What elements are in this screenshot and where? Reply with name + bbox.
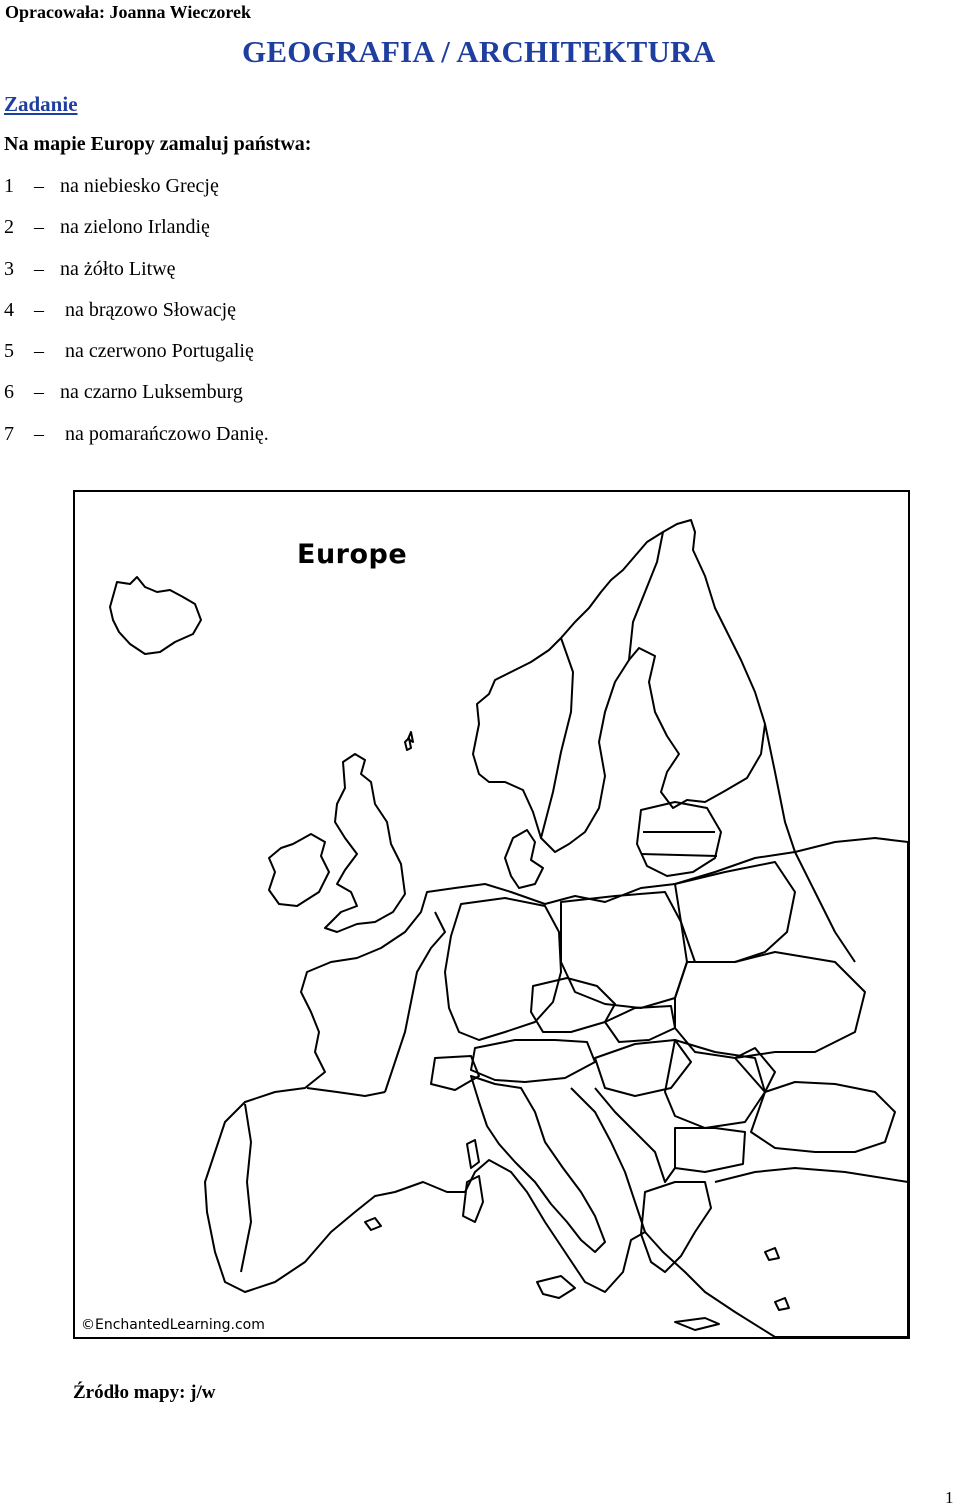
- item-text: na pomarańczowo Danię.: [60, 422, 269, 445]
- island-outline: [365, 1218, 381, 1230]
- item-text: na niebiesko Grecję: [60, 175, 219, 197]
- list-item: [4, 337, 269, 378]
- item-number: 5: [4, 340, 14, 363]
- portugal-spain-border: [241, 1104, 251, 1272]
- task-heading: Zadanie: [4, 92, 78, 116]
- crete-outline: [675, 1318, 719, 1330]
- item-text: na żółto Litwę: [60, 257, 176, 280]
- island-outline: [765, 1248, 779, 1260]
- item-text: na czarno Luksemburg: [60, 381, 243, 404]
- item-dash: –: [34, 381, 44, 404]
- item-number: 1: [4, 175, 14, 197]
- sardinia-outline: [463, 1176, 483, 1222]
- baltic-border: [641, 854, 717, 856]
- item-text: na zielono Irlandię: [60, 216, 210, 239]
- norway-sweden-border: [541, 638, 573, 838]
- russia-border: [765, 724, 855, 962]
- black-sea-outline: [751, 1082, 895, 1152]
- greece-outline: [641, 1182, 711, 1272]
- page-number: 1: [945, 1488, 954, 1507]
- corsica-outline: [467, 1140, 479, 1168]
- item-number: 6: [4, 381, 14, 404]
- item-text: na brązowo Słowację: [60, 298, 237, 321]
- denmark-outline: [505, 830, 543, 888]
- item-number: 4: [4, 298, 14, 321]
- belarus-ukraine-outline: [675, 862, 795, 962]
- bulgaria-outline: [675, 1128, 745, 1172]
- turkey-outline: [715, 1168, 908, 1182]
- task-instruction: Na mapie Europy zamaluj państwa:: [4, 133, 312, 155]
- map-source-note: Źródło mapy: j/w: [73, 1382, 216, 1403]
- item-number: 2: [4, 216, 14, 239]
- ireland-outline: [269, 834, 329, 906]
- item-number: 7: [4, 422, 14, 445]
- germany-outline: [445, 898, 561, 1040]
- spain-france-border: [307, 1088, 385, 1096]
- island-outline: [775, 1298, 789, 1310]
- iceland-outline: [110, 577, 201, 654]
- item-number: 3: [4, 257, 14, 280]
- austria-outline: [471, 1040, 595, 1082]
- list-item: [4, 172, 269, 213]
- task-list: [4, 172, 269, 461]
- hungary-outline: [595, 1040, 691, 1096]
- list-item: [4, 420, 269, 461]
- sweden-finland-border: [629, 532, 663, 660]
- item-dash: –: [34, 175, 44, 197]
- item-dash: –: [34, 422, 44, 445]
- item-dash: –: [34, 216, 44, 239]
- sicily-outline: [537, 1276, 575, 1298]
- list-item: [4, 296, 269, 337]
- item-dash: –: [34, 298, 44, 321]
- author-line: Opracowała: Joanna Wieczorek: [5, 2, 251, 22]
- list-item: [4, 378, 269, 419]
- item-dash: –: [34, 257, 44, 280]
- slovakia-outline: [605, 1006, 675, 1042]
- map-drawing: [75, 492, 908, 1337]
- great-britain-outline: [325, 754, 405, 932]
- balkans-border: [571, 1088, 645, 1232]
- item-dash: –: [34, 340, 44, 363]
- map-credit: ©EnchantedLearning.com: [81, 1317, 265, 1333]
- item-text: na czerwono Portugalię: [60, 340, 254, 363]
- baltic-states-outline: [637, 802, 721, 876]
- romania-outline: [665, 1040, 765, 1128]
- island-outline: [405, 738, 411, 750]
- map-title-label: Europe: [297, 539, 408, 570]
- europe-outline-map: [73, 490, 910, 1339]
- list-item: [4, 255, 269, 296]
- ukraine-outline: [675, 952, 865, 1058]
- list-item: [4, 213, 269, 254]
- page-title: GEOGRAFIA / ARCHITEKTURA: [242, 34, 716, 69]
- poland-outline: [561, 892, 687, 1008]
- scandinavia-outline: [473, 520, 765, 852]
